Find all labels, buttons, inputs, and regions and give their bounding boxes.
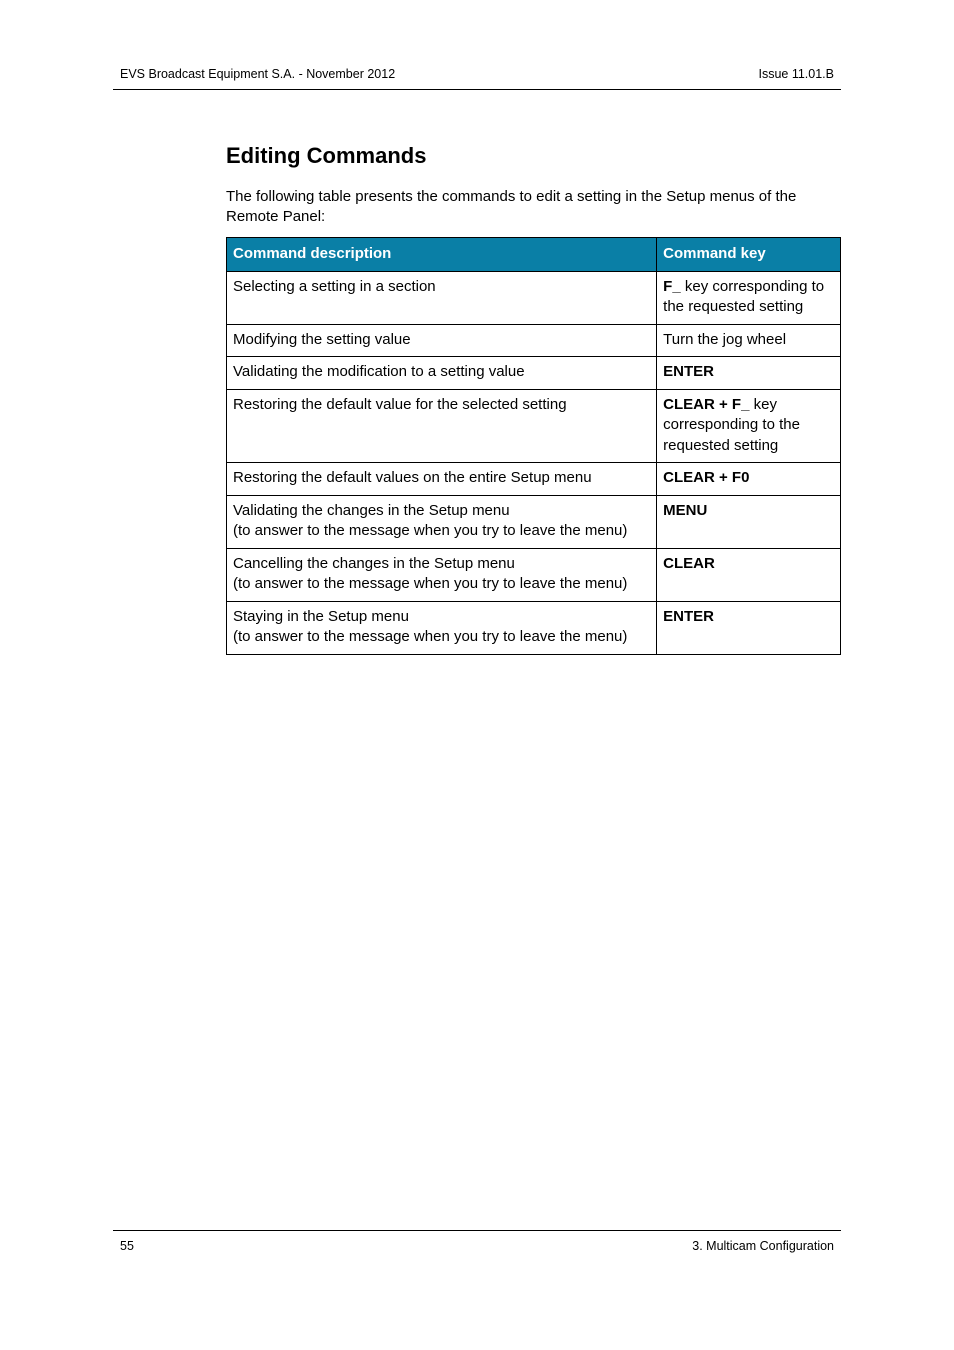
description-text: Modifying the setting value <box>233 330 411 348</box>
key-bold-text: MENU <box>663 501 708 519</box>
footer-chapter: 3. Multicam Configuration <box>692 1239 834 1253</box>
table-row <box>227 357 841 390</box>
description-text: Restoring the default value for the selected setting <box>233 395 567 413</box>
table-row <box>227 463 841 496</box>
command-key-cell <box>657 601 841 654</box>
header-issue: Issue 11.01.B <box>758 67 834 81</box>
command-key-cell <box>657 548 841 601</box>
key-bold-text: ENTER <box>663 607 715 625</box>
table-row <box>227 495 841 548</box>
description-text: Restoring the default values on the entire Setup menu <box>233 469 592 486</box>
description-note: (to answer to the message when you try to leave the menu) <box>233 575 628 592</box>
key-bold-text: ENTER <box>663 363 715 380</box>
command-key-cell <box>657 463 841 496</box>
commands-table <box>226 237 841 655</box>
command-description-cell <box>227 389 657 463</box>
command-key-cell <box>657 324 841 357</box>
description-note: (to answer to the message when you try to leave the menu) <box>233 522 628 539</box>
description-text: Validating the modification to a setting value <box>233 363 525 380</box>
table-row <box>227 548 841 601</box>
page-title: Editing Commands <box>226 143 427 168</box>
key-text: key corresponding to the requested setting <box>663 277 825 315</box>
footer-divider <box>113 1230 841 1231</box>
command-key-cell <box>657 357 841 390</box>
command-description-cell <box>227 357 657 390</box>
description-text: Selecting a setting in a section <box>233 277 436 295</box>
command-description-cell <box>227 495 657 548</box>
header-document-title: EVS Broadcast Equipment S.A. - November 2012 <box>120 67 396 81</box>
key-bold-text: CLEAR + F_ <box>663 395 750 413</box>
command-key-cell <box>657 495 841 548</box>
key-bold-text: CLEAR + F0 <box>663 469 750 486</box>
table-row <box>227 389 841 463</box>
intro-paragraph: The following table presents the commands to edit a setting in the Setup menus of the Remote Panel: <box>226 188 797 225</box>
description-text: Validating the changes in the Setup menu <box>233 501 510 519</box>
key-text: Turn the jog wheel <box>663 330 787 348</box>
key-text: key corresponding to the requested setting <box>663 395 800 454</box>
header-divider <box>113 89 841 90</box>
command-description-cell <box>227 463 657 496</box>
table-row <box>227 324 841 357</box>
column-header-description: Command description <box>227 238 657 272</box>
key-bold-text: F_ <box>663 277 681 295</box>
column-header-key: Command key <box>657 238 841 272</box>
command-description-cell <box>227 324 657 357</box>
command-description-cell <box>227 548 657 601</box>
description-text: Staying in the Setup menu <box>233 607 409 625</box>
key-bold-text: CLEAR <box>663 554 715 572</box>
command-description-cell <box>227 601 657 654</box>
table-row <box>227 271 841 324</box>
description-note: (to answer to the message when you try to leave the menu) <box>233 628 628 645</box>
command-key-cell <box>657 389 841 463</box>
command-description-cell <box>227 271 657 324</box>
command-key-cell <box>657 271 841 324</box>
page-number: 55 <box>120 1239 134 1253</box>
table-row <box>227 601 841 654</box>
table-header-row <box>227 238 841 272</box>
description-text: Cancelling the changes in the Setup menu <box>233 554 515 572</box>
